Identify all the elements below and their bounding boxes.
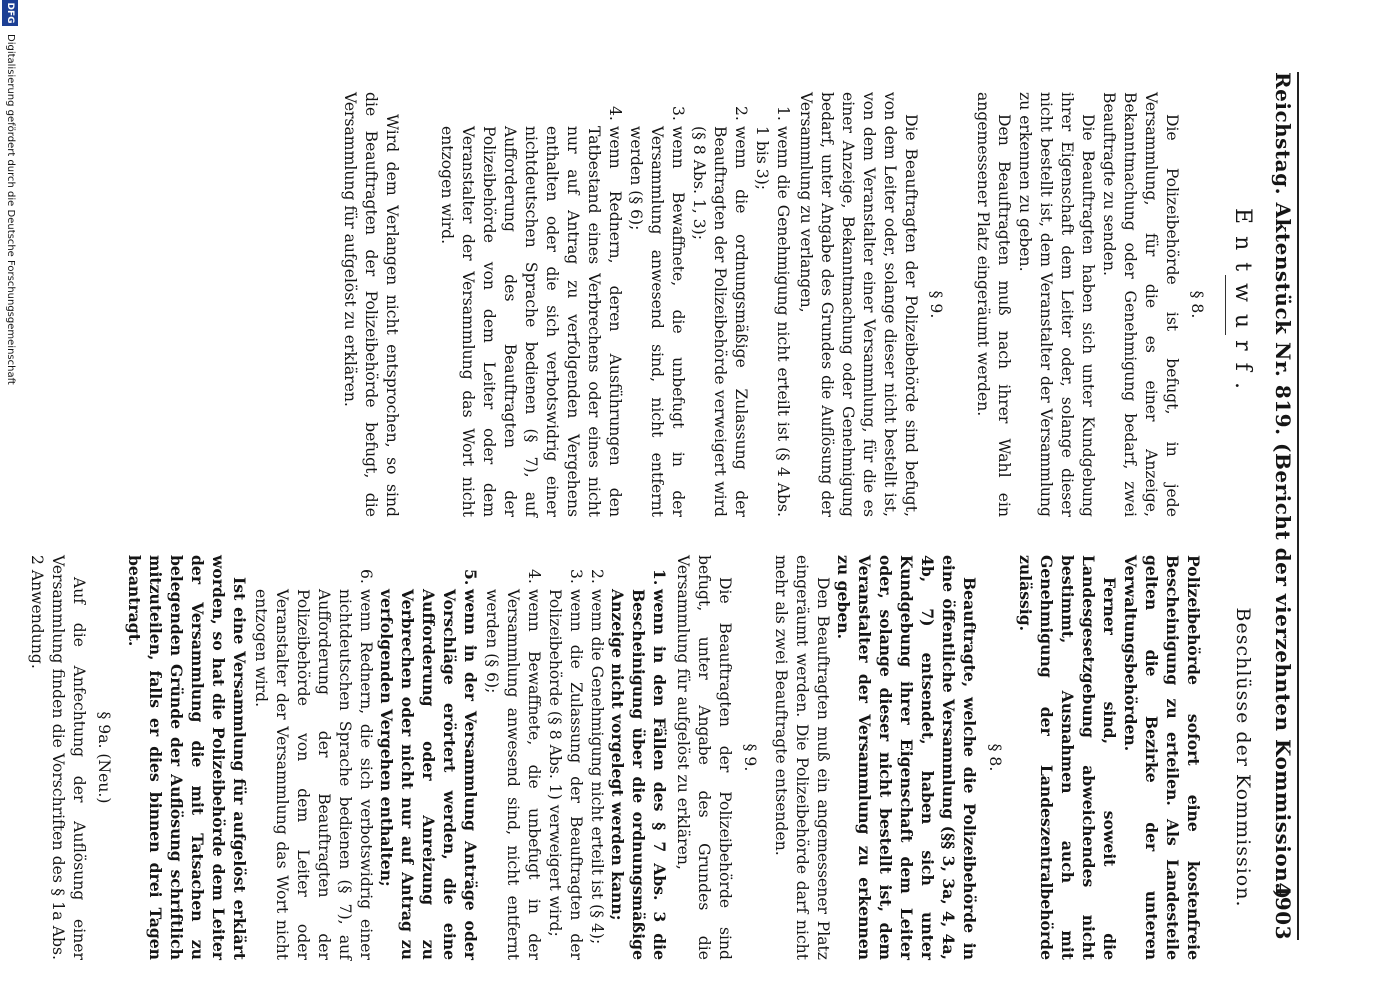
item-text: wenn die Genehmigung nicht erteilt ist (§ 4 Abs. 1 bis 3);: [753, 126, 792, 517]
paragraph: Die Polizeibehörde ist befugt, in jede Versammlung, für die es einer Anzeige, Bekanntmachung oder Genehmigung bedarf, zwei Beauftragte zu senden.: [1100, 92, 1181, 517]
dfg-logo: DFG: [2, 0, 18, 26]
section-heading-8: § 8.: [986, 743, 1004, 772]
digitization-footer: [0, 0, 20, 1000]
paragraph: Ferner sind, soweit die Landesgesetzgebung abweichendes nicht bestimmt, Ausnahmen auch mit Genehmigung der Landeszentralbehörde zulässig.: [1016, 555, 1119, 960]
section-heading-9: § 9.: [741, 743, 759, 772]
section-heading-8: § 8.: [1188, 290, 1206, 319]
list-item: [586, 555, 607, 960]
item-number: 4.: [525, 569, 543, 584]
list-item: [751, 92, 793, 517]
header-rule: [1297, 72, 1299, 940]
item-text: wenn Rednern, deren Ausführungen den Tatbestand eines Verbrechens oder eines nicht nur auf Antrag zu verfolgenden Vergehens enthalten oder die sich verbotswidrig einer nichtdeutschen Sprache bedienen (§ 7), auf Aufforderung des Beauftragten der Polizeibehörde von dem Leiter oder dem Veranstalter der Versammlung das Wort nicht entzogen wird.: [438, 126, 624, 517]
running-head-title: Reichstag. Aktenstück Nr. 819. (Bericht der vierzehnten Kommission.): [1271, 72, 1295, 900]
list: [436, 92, 793, 517]
column-entwurf: [339, 92, 1253, 517]
title-rule: [1225, 275, 1226, 335]
item-number: 2.: [588, 569, 606, 584]
column-title-entwurf: Entwurf.: [1230, 208, 1255, 401]
item-number: 1.: [650, 569, 669, 586]
item-number: 5.: [461, 569, 480, 586]
paragraph: Den Beauftragten muß ein angemessener Platz eingeräumt werden. Die Polizeibehörde darf nicht mehr als zwei Beauftragte entsenden.: [772, 555, 832, 960]
item-text: wenn die Genehmigung nicht erteilt ist (§ 4);: [588, 589, 606, 945]
paragraph: Die Beauftragten der Polizeibehörde sind befugt, unter Angabe des Grundes die Versammlung für aufgelöst zu erklären,: [674, 555, 734, 960]
paragraph: Den Beauftragten muß nach ihrer Wahl ein angemessener Platz eingeräumt werden.: [974, 92, 1013, 517]
paragraph: Ist eine Versammlung für aufgelöst erklärt worden, so hat die Polizeibehörde dem Leiter der Versammlung die mit Tatsachen zu belegenden Gründe der Auflösung schriftlich mitzuteilen, falls er dies binnen drei Tagen beantragt.: [125, 555, 249, 960]
item-text: wenn Rednern, die sich verbotswidrig einer nichtdeutschen Sprache bedienen (§ 7), auf Aufforderung der Beauftragten der Polizeibehörde von dem Leiter oder Veranstalter der Versammlung das Wort nicht entzogen wird.: [252, 589, 375, 960]
list-item: [436, 92, 625, 517]
paragraph: Beauftragte, welche die Polizeibehörde in eine öffentliche Versammlung (§§ 3, 3a, 4, 4a, 4b, 7) entsendet, haben sich unter Kundgebung ihrer Eigenschaft dem Leiter oder, solange dieser nicht bestellt ist, dem Veranstalter der Versammlung zu erkennen zu geben.: [834, 555, 979, 960]
item-text: wenn die ordnungsmäßige Zulassung der Beauftragten der Polizeibehörde verweigert wird (§ 8 Abs. 1, 3);: [690, 126, 750, 517]
item-text: wenn Bewaffnete, die unbefugt in der Versammlung anwesend sind, nicht entfernt werden (§ 6);: [483, 589, 543, 960]
paragraph: Wird dem Verlangen nicht entsprochen, so sind die Beauftragten der Polizeibehörde befugt, die Versammlung für aufgelöst zu erklären.: [341, 92, 401, 517]
item-number: 1.: [774, 106, 792, 121]
paragraph: Die Beauftragten der Polizeibehörde sind befugt, von dem Leiter oder, solange dieser nicht bestellt ist, von dem Veranstalter einer Versammlung, für die es einer Anzeige, Bekanntmachung oder Genehmigung bedarf, unter Angabe des Grundes die Auflösung der Versammlung zu verlangen,: [797, 92, 920, 517]
list-item: [625, 92, 688, 517]
column-beschluesse: [26, 555, 1253, 960]
item-text: wenn in den Fällen des § 7 Abs. 3 die Bescheinigung über die ordnungsmäßige Anzeige nicht vorgelegt werden kann;: [608, 589, 669, 960]
footer-text: Digitalisierung gefördert durch die Deutsche Forschungsgemeinschaft: [5, 34, 16, 385]
paragraph: Auf die Anfechtung der Auflösung einer Versammlung finden die Vorschriften des § 1a Abs. 2 Anwendung.: [28, 555, 88, 960]
column-title-beschluesse: Beschlüsse der Kommission.: [1232, 607, 1254, 908]
list-item: [250, 555, 376, 960]
page-number: 4903: [1271, 882, 1295, 940]
running-head: [1255, 72, 1295, 940]
paragraph: Polizeibehörde sofort eine kostenfreie Bescheinigung zu erteilen. Als Landesteile gelten die Bezirke der unteren Verwaltungsbehörden.: [1121, 555, 1203, 960]
section-heading-9a: § 9a. (Neu.): [95, 711, 113, 804]
item-number: 3.: [567, 569, 585, 584]
list: [250, 555, 670, 960]
list-item: [544, 555, 586, 960]
item-number: 6.: [357, 569, 375, 584]
item-number: 2.: [732, 106, 750, 121]
list-item: [607, 555, 670, 960]
item-text: wenn Bewaffnete, die unbefugt in der Versammlung anwesend sind, nicht entfernt werden (§ 6);: [627, 126, 687, 517]
item-number: 4.: [606, 106, 624, 121]
item-number: 3.: [669, 106, 687, 121]
list-item: [481, 555, 544, 960]
item-text: wenn in der Versammlung Anträge oder Vorschläge erörtert werden, die eine Aufforderung oder Anreizung zu Verbrechen oder nicht nur auf Antrag zu verfolgenden Vergehen enthalten;: [377, 589, 480, 960]
item-text: wenn die Zulassung der Beauftragten der Polizeibehörde (§ 8 Abs. 1) verweigert wird;: [546, 589, 585, 960]
paragraph: Die Beauftragten haben sich unter Kundgebung ihrer Eigenschaft dem Leiter oder, solange dieser nicht bestellt ist, dem Veranstalter der Versammlung zu erkennen zu geben.: [1016, 92, 1097, 517]
section-heading-9: § 9.: [927, 290, 945, 319]
list-item: [376, 555, 481, 960]
list-item: [688, 92, 751, 517]
